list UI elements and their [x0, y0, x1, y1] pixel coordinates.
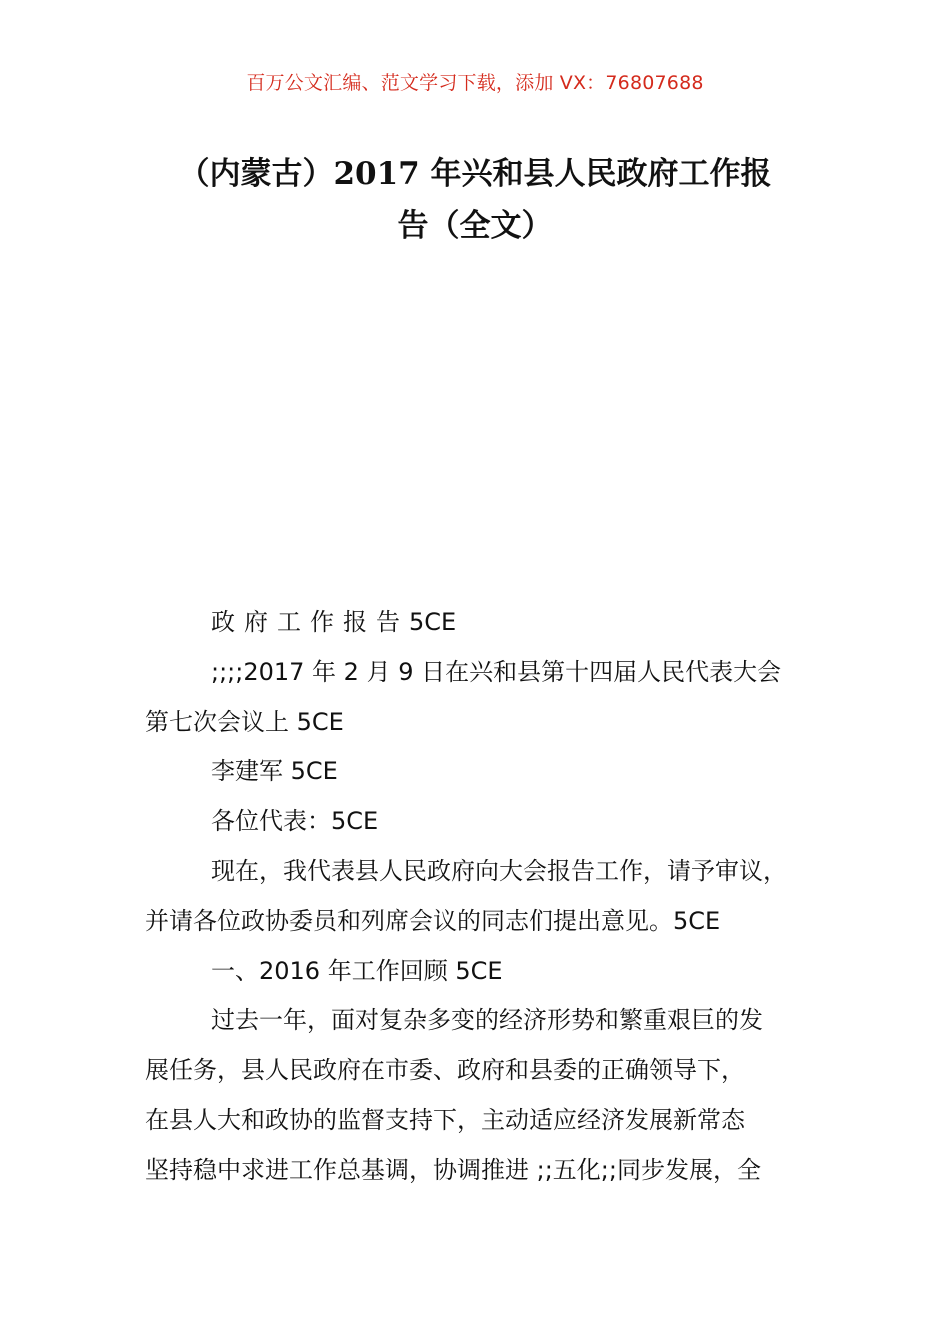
paragraph-line: 过去一年，面对复杂多变的经济形势和繁重艰巨的发	[211, 1006, 763, 1035]
salutation: 各位代表：5CE	[211, 807, 379, 836]
document-title	[120, 148, 830, 252]
paragraph-line: 展任务，县人民政府在市委、政府和县委的正确领导下，	[145, 1056, 745, 1085]
report-heading: 政府工作报告	[211, 608, 409, 636]
paragraph-line: 现在，我代表县人民政府向大会报告工作，请予审议，	[211, 856, 787, 885]
paragraph-line: 坚持稳中求进工作总基调，协调推进 ;;五化;;同步发展，全	[145, 1155, 761, 1184]
section-heading: 一、2016 年工作回顾 5CE	[211, 956, 503, 985]
report-heading-suffix: 5CE	[409, 608, 457, 636]
meeting-date-line: ;;;;2017 年 2 月 9 日在兴和县第十四届人民代表大会	[211, 657, 782, 686]
paragraph-line: 并请各位政协委员和列席会议的同志们提出意见。5CE	[145, 906, 721, 935]
meeting-date-line-cont: 第七次会议上 5CE	[145, 707, 344, 736]
title-line-1: （内蒙古）2017 年兴和县人民政府工作报	[178, 156, 772, 192]
title-line-2: 告（全文）	[397, 208, 553, 244]
speaker-name: 李建军 5CE	[211, 757, 338, 786]
paragraph-line: 在县人大和政协的监督支持下，主动适应经济发展新常态	[145, 1105, 745, 1134]
watermark-header: 百万公文汇编、范文学习下载，添加 VX：76807688	[246, 72, 704, 94]
document-body	[145, 598, 835, 1196]
report-heading-line	[145, 598, 835, 648]
